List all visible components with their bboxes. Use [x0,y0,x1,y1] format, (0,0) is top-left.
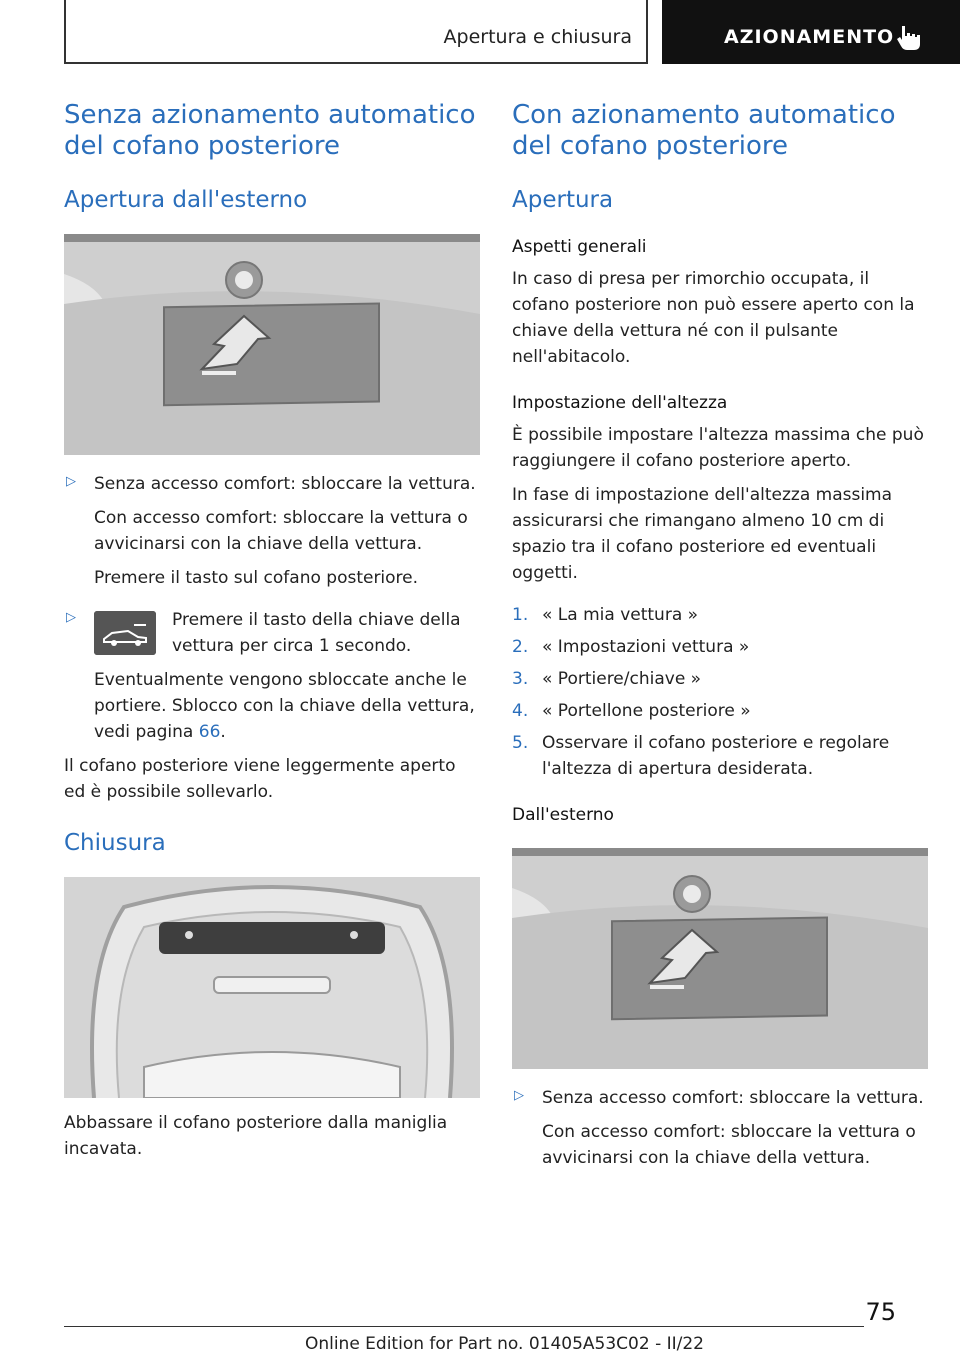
car-key-tailgate-icon [94,611,156,655]
bullet-text: Eventualmente vengono sbloccate anche le portiere. Sblocco con la chiave della vettura, vedi pagina [94,670,475,742]
pointing-hand-icon [894,22,924,52]
step-text: « Portiere/chiave » [542,669,702,689]
footer-divider [64,1326,864,1327]
subsubheading-outside: Dall'esterno [512,805,614,825]
step-number: 5. [512,733,529,753]
subheading-close: Chiusura [64,830,166,856]
step-number: 4. [512,701,529,721]
bullet-text: Premere il tasto della chiave della vettura per circa 1 secondo. [172,610,461,656]
bullet-text: Senza accesso comfort: sbloccare la vettura. [542,1088,924,1108]
list-item [512,666,928,692]
list-item [512,634,928,660]
tailgate-open-drawing [64,877,480,1098]
header-section-box [64,0,648,64]
right-column [512,100,928,1171]
paragraph: In fase di impostazione dell'altezza massima assicurarsi che rimangano almeno 10 cm di spazio tra il cofano posteriore ed eventuali oggetti. [512,485,893,583]
list-item [512,602,928,628]
section-heading-automatic: Con azionamento automatico del cofano posteriore [512,100,896,161]
subheading-open-outside: Apertura dall'esterno [64,187,308,213]
step-number: 2. [512,637,529,657]
header-chapter-box [662,0,960,64]
steps-list [512,602,928,782]
bullet-text: Con accesso comfort: sbloccare la vettura o avvicinarsi con la chiave della vettura. [542,1122,916,1168]
step-text: « Impostazioni vettura » [542,637,750,657]
page-number: 75 [865,1298,896,1326]
section-heading-manual: Senza azionamento automatico del cofano posteriore [64,100,476,161]
paragraph: È possibile impostare l'altezza massima che può raggiungere il cofano posteriore aperto. [512,425,924,471]
bullet-text: Con accesso comfort: sbloccare la vettura o avvicinarsi con la chiave della vettura. [94,508,468,554]
paragraph: Abbassare il cofano posteriore dalla maniglia incavata. [64,1113,448,1159]
tailgate-button-illustration [64,234,480,455]
tailgate-open-illustration [64,877,480,1098]
list-item [512,1085,928,1171]
header-chapter-title: AZIONAMENTO [724,26,895,48]
tailgate-button-drawing [64,234,480,455]
subsubheading-general: Aspetti generali [512,237,647,257]
left-column [64,100,480,1162]
subheading-open: Apertura [512,187,614,213]
step-text: « Portellone posteriore » [542,701,751,721]
tailgate-button-drawing [512,848,928,1069]
triangle-bullet-icon: ▷ [66,474,76,489]
page-link[interactable]: 66 [198,722,221,742]
paragraph: In caso di presa per rimorchio occupata, il cofano posteriore non può essere aperto con la chiave della vettura né con il pulsante nell'abitacolo. [512,269,915,367]
step-text: Osservare il cofano posteriore e regolare l'altezza di apertura desiderata. [542,733,890,779]
triangle-bullet-icon: ▷ [66,610,76,625]
list-item [64,471,480,591]
paragraph: Il cofano posteriore viene leggermente aperto ed è possibile sollevarlo. [64,756,456,802]
footer-edition: Online Edition for Part no. 01405A53C02 - II/22 [304,1334,704,1354]
subsubheading-height: Impostazione dell'altezza [512,393,728,413]
step-number: 1. [512,605,529,625]
tailgate-button-illustration [512,848,928,1069]
list-item [512,698,928,724]
step-text: « La mia vettura » [542,605,699,625]
bullet-text [94,667,480,745]
header-section-title: Apertura e chiusura [443,26,632,48]
triangle-bullet-icon: ▷ [514,1088,524,1103]
punctuation: . [220,722,226,742]
bullet-text: Senza accesso comfort: sbloccare la vettura. [94,474,476,494]
list-item [512,730,928,782]
list-item [64,607,480,745]
step-number: 3. [512,669,529,689]
bullet-text: Premere il tasto sul cofano posteriore. [94,568,419,588]
